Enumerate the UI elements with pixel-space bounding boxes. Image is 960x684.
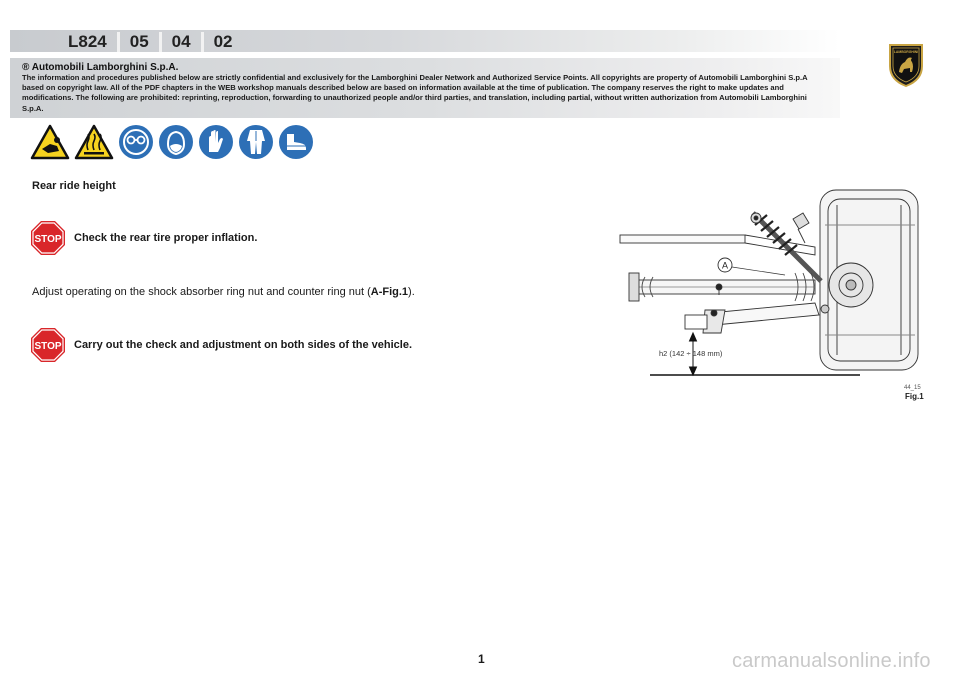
dimension-label: h2 (142 ÷ 148 mm) [659, 349, 723, 358]
code-segment: 05 [120, 32, 162, 52]
logo-wordmark: LAMBORGHINI [893, 50, 919, 54]
safety-shoes-icon [278, 124, 314, 160]
figure-label: Fig.1 [905, 392, 924, 401]
gloves-icon [198, 124, 234, 160]
overalls-icon [238, 124, 274, 160]
copyright-text: The information and procedures published below are strictly confidential and exclusively for the Lamborghini Dealer Network and Authorized Service Points. All copyrights are property of Automobili Lamborghini S.p.A based on copyright law. All of the PDF chapters in the WEB workshop manuals described below are based on information available at the time of publication. The company reserves the right to make updates and modifications. The following are prohibited: reprinting, reproduction, forwarding to unauthorized people and/or third parties, and translation, including partial, without written authorization from Automobili Lamborghini S.p.A. [22, 73, 808, 113]
code-segment: 04 [162, 32, 204, 52]
mask-icon [158, 124, 194, 160]
stop-sign-icon [30, 220, 66, 256]
code-segment: 02 [213, 32, 233, 51]
stop-step-1 [30, 220, 257, 256]
page-number: 1 [478, 652, 485, 666]
figure-ref-code: 44_15 [904, 385, 921, 391]
section-title: Rear ride height [32, 180, 116, 192]
paragraph-text: Adjust operating on the shock absorber ring nut and counter ring nut ( [32, 286, 371, 298]
code-segment: L824 [58, 32, 120, 52]
safety-icons-row [30, 124, 314, 160]
document-code [58, 32, 243, 52]
stop-sign-label: STOP [34, 341, 62, 352]
stop-step-2 [30, 327, 412, 363]
lamborghini-logo [886, 42, 926, 88]
stop-sign-icon [30, 327, 66, 363]
paragraph-text-end: ). [408, 286, 415, 298]
hand-crush-warning-icon [30, 124, 70, 160]
rear-suspension-diagram [615, 185, 935, 405]
copyright-title: ® Automobili Lamborghini S.p.A. [22, 62, 179, 73]
watermark: carmanualsonline.info [732, 650, 931, 672]
goggles-icon [118, 124, 154, 160]
step-text: Check the rear tire proper inflation. [74, 232, 258, 244]
hot-surface-warning-icon [74, 124, 114, 160]
step-text: Carry out the check and adjustment on both sides of the vehicle. [74, 339, 413, 351]
callout-label: A [721, 260, 729, 271]
instruction-paragraph [32, 286, 415, 298]
stop-sign-label: STOP [34, 234, 62, 245]
figure-reference: A-Fig.1 [370, 286, 409, 298]
